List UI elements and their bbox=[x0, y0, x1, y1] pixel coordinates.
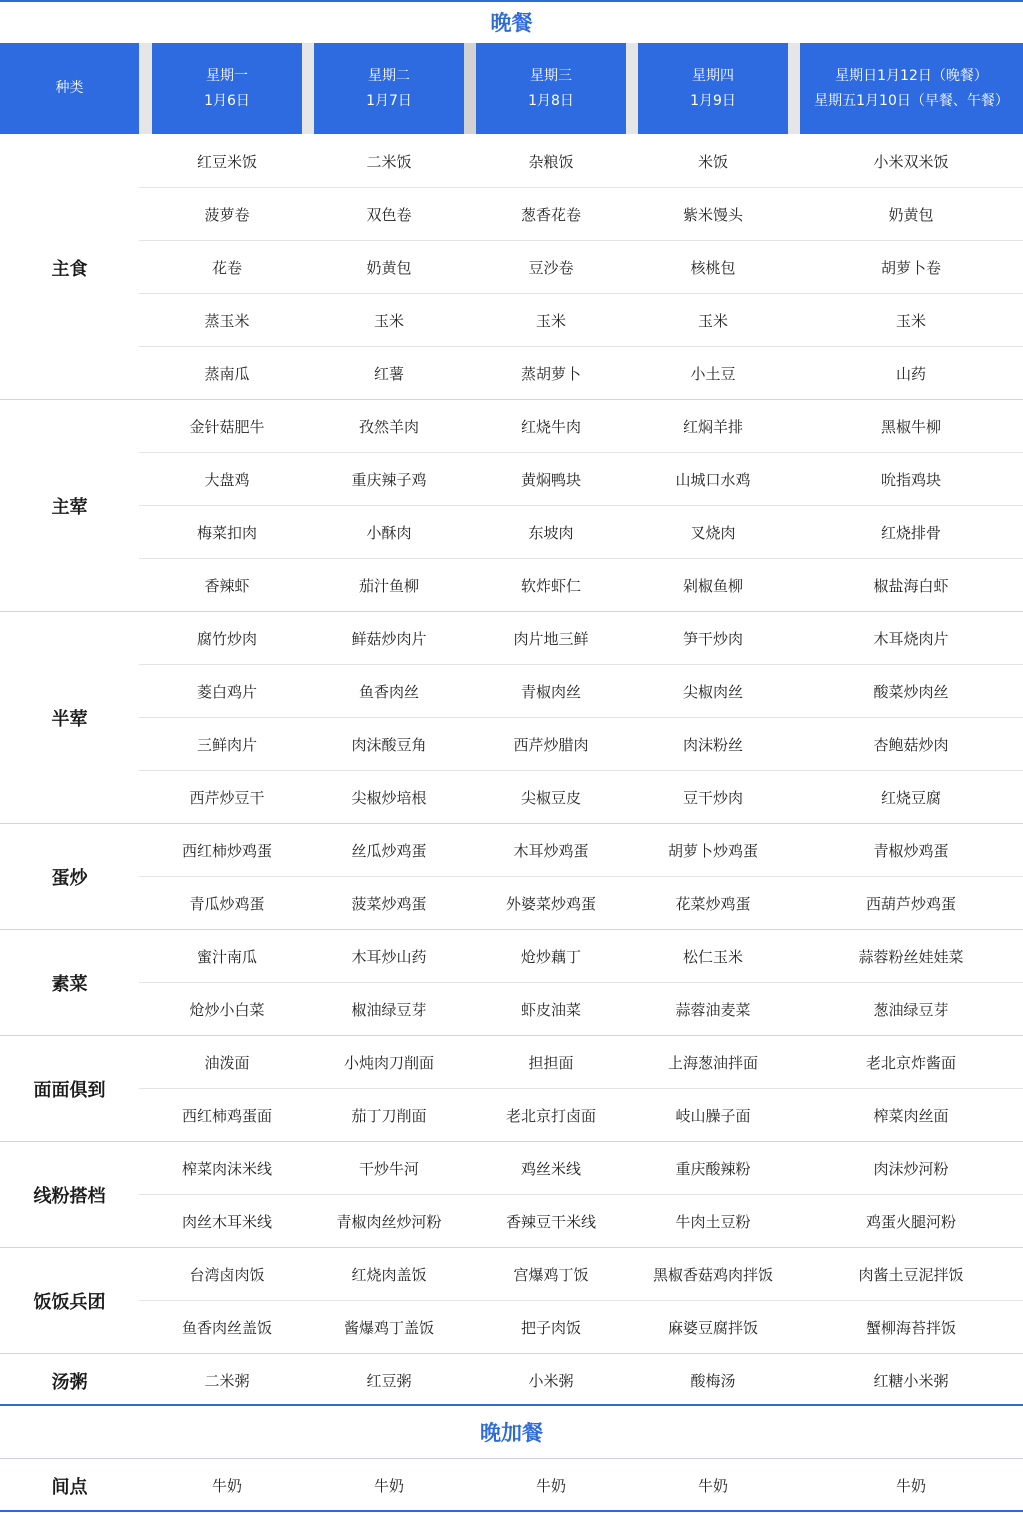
dish-cell: 榨菜肉丝面 bbox=[873, 1107, 949, 1125]
dinner-title: 晚餐 bbox=[490, 11, 533, 35]
header-separator bbox=[788, 43, 800, 134]
dish-cell: 牛奶 bbox=[373, 1477, 404, 1495]
dish-cell: 青瓜炒鸡蛋 bbox=[189, 895, 265, 913]
dish-cell: 台湾卤肉饭 bbox=[189, 1266, 265, 1284]
header-day-mon bbox=[152, 43, 302, 134]
dish-cell: 炝炒藕丁 bbox=[520, 948, 581, 966]
dish-cell: 二米粥 bbox=[204, 1372, 250, 1390]
dish-cell: 葱香花卷 bbox=[520, 206, 581, 224]
dish-cell: 菱白鸡片 bbox=[196, 683, 257, 701]
dish-cell: 岐山臊子面 bbox=[675, 1107, 751, 1125]
dish-cell: 茄汁鱼柳 bbox=[358, 577, 419, 595]
dish-cell: 蜜汁南瓜 bbox=[196, 948, 257, 966]
dish-cell: 双色卷 bbox=[366, 206, 412, 224]
dish-cell: 红豆米饭 bbox=[196, 153, 257, 171]
dish-cell: 三鲜肉片 bbox=[196, 736, 257, 754]
late-snack-title: 晚加餐 bbox=[480, 1421, 543, 1445]
group-label: 蛋炒 bbox=[51, 868, 88, 889]
dish-cell: 大盘鸡 bbox=[204, 471, 250, 489]
dish-cell: 软炸虾仁 bbox=[520, 577, 581, 595]
header-day-thu bbox=[638, 43, 788, 134]
dish-cell: 肉丝木耳米线 bbox=[181, 1213, 272, 1231]
dish-cell: 蒸胡萝卜 bbox=[520, 365, 581, 383]
header-day-line2: 1月9日 bbox=[690, 92, 736, 109]
group-label: 面面俱到 bbox=[33, 1080, 106, 1101]
dish-cell: 胡萝卜炒鸡蛋 bbox=[667, 842, 758, 860]
dish-cell: 宫爆鸡丁饭 bbox=[513, 1266, 589, 1284]
dish-cell: 鸡蛋火腿河粉 bbox=[865, 1213, 956, 1231]
dish-cell: 小炖肉刀削面 bbox=[343, 1054, 434, 1072]
header-day-line2: 1月7日 bbox=[366, 92, 412, 109]
dish-cell: 花卷 bbox=[211, 259, 242, 277]
group-label: 主荤 bbox=[51, 497, 88, 518]
dish-cell: 黄焖鸭块 bbox=[520, 471, 581, 489]
dish-cell: 老北京打卤面 bbox=[505, 1107, 596, 1125]
dish-cell: 椒盐海白虾 bbox=[873, 577, 949, 595]
header-category bbox=[0, 43, 139, 134]
dish-cell: 山药 bbox=[895, 365, 926, 383]
dish-cell: 米饭 bbox=[697, 153, 728, 171]
dish-cell: 鱼香肉丝盖饭 bbox=[181, 1319, 272, 1337]
dish-cell: 蒜蓉油麦菜 bbox=[675, 1001, 751, 1019]
dish-cell: 炝炒小白菜 bbox=[189, 1001, 265, 1019]
dish-cell: 紫米馒头 bbox=[682, 206, 743, 224]
dish-cell: 西红柿炒鸡蛋 bbox=[181, 842, 272, 860]
dish-cell: 吮指鸡块 bbox=[880, 471, 941, 489]
dish-cell: 玉米 bbox=[895, 312, 926, 330]
dish-cell: 黑椒牛柳 bbox=[880, 418, 941, 436]
dish-cell: 西红柿鸡蛋面 bbox=[181, 1107, 272, 1125]
dish-cell: 尖椒炒培根 bbox=[351, 789, 427, 807]
dish-cell: 红烧牛肉 bbox=[520, 418, 581, 436]
header-day-wed bbox=[476, 43, 626, 134]
dish-cell: 核桃包 bbox=[690, 259, 736, 277]
dish-cell: 肉酱土豆泥拌饭 bbox=[858, 1266, 964, 1284]
dish-cell: 山城口水鸡 bbox=[675, 471, 751, 489]
header-separator bbox=[139, 43, 152, 134]
dish-cell: 榨菜肉沫米线 bbox=[181, 1160, 272, 1178]
dish-cell: 杏鲍菇炒肉 bbox=[873, 736, 949, 754]
dish-cell: 豆沙卷 bbox=[528, 259, 574, 277]
dish-cell: 红烧豆腐 bbox=[880, 789, 941, 807]
dish-cell: 杂粮饭 bbox=[528, 153, 574, 171]
dish-cell: 担担面 bbox=[528, 1054, 574, 1072]
dish-cell: 牛奶 bbox=[535, 1477, 566, 1495]
dish-cell: 鱼香肉丝 bbox=[358, 683, 419, 701]
dish-cell: 红薯 bbox=[373, 365, 404, 383]
dish-cell: 葱油绿豆芽 bbox=[873, 1001, 949, 1019]
header-day-line2: 星期五1月10日（早餐、午餐） bbox=[814, 92, 1009, 109]
dish-cell: 红糖小米粥 bbox=[873, 1372, 949, 1390]
dish-cell: 木耳炒鸡蛋 bbox=[513, 842, 589, 860]
dish-cell: 鸡丝米线 bbox=[520, 1160, 581, 1178]
dish-cell: 花菜炒鸡蛋 bbox=[675, 895, 751, 913]
dish-cell: 肉沫粉丝 bbox=[682, 736, 743, 754]
dish-cell: 外婆菜炒鸡蛋 bbox=[505, 895, 596, 913]
dish-cell: 剁椒鱼柳 bbox=[682, 577, 743, 595]
dish-cell: 豆干炒肉 bbox=[682, 789, 743, 807]
dish-cell: 奶黄包 bbox=[366, 259, 412, 277]
dish-cell: 西芹炒豆干 bbox=[189, 789, 265, 807]
header-day-line1: 星期日1月12日（晚餐） bbox=[835, 67, 988, 84]
dish-cell: 菠萝卷 bbox=[204, 206, 250, 224]
dish-cell: 木耳烧肉片 bbox=[873, 630, 949, 648]
dish-cell: 蟹柳海苔拌饭 bbox=[865, 1319, 956, 1337]
dish-cell: 干炒牛河 bbox=[358, 1160, 419, 1178]
dish-cell: 金针菇肥牛 bbox=[189, 418, 265, 436]
table-header bbox=[0, 43, 1023, 134]
header-separator bbox=[626, 43, 638, 134]
group-label: 间点 bbox=[51, 1476, 88, 1498]
dish-cell: 小酥肉 bbox=[366, 524, 412, 542]
dish-cell: 小米粥 bbox=[528, 1372, 574, 1390]
dish-cell: 笋干炒肉 bbox=[682, 630, 743, 648]
dish-cell: 小米双米饭 bbox=[873, 153, 949, 171]
dish-cell: 牛奶 bbox=[211, 1477, 242, 1495]
dish-cell: 二米饭 bbox=[366, 153, 412, 171]
group-label: 主食 bbox=[51, 258, 88, 280]
header-separator bbox=[302, 43, 314, 134]
dish-cell: 牛肉土豆粉 bbox=[675, 1213, 751, 1231]
dish-cell: 孜然羊肉 bbox=[358, 418, 419, 436]
dish-cell: 酱爆鸡丁盖饭 bbox=[343, 1319, 434, 1337]
dish-cell: 尖椒肉丝 bbox=[682, 683, 743, 701]
dish-cell: 红烧肉盖饭 bbox=[351, 1266, 427, 1284]
dish-cell: 油泼面 bbox=[204, 1054, 250, 1072]
dish-cell: 青椒肉丝炒河粉 bbox=[336, 1213, 442, 1231]
dish-cell: 红豆粥 bbox=[366, 1372, 412, 1390]
dish-cell: 黑椒香菇鸡肉拌饭 bbox=[652, 1266, 773, 1284]
dish-cell: 青椒炒鸡蛋 bbox=[873, 842, 949, 860]
dish-cell: 红烧排骨 bbox=[880, 524, 941, 542]
dish-cell: 蒸玉米 bbox=[204, 312, 250, 330]
dish-cell: 丝瓜炒鸡蛋 bbox=[351, 842, 427, 860]
bottom-border bbox=[0, 1510, 1023, 1512]
dish-cell: 西葫芦炒鸡蛋 bbox=[865, 895, 956, 913]
header-day-line1: 星期三 bbox=[530, 67, 572, 84]
dish-cell: 梅菜扣肉 bbox=[196, 524, 257, 542]
dish-cell: 菠菜炒鸡蛋 bbox=[351, 895, 427, 913]
group-label: 线粉搭档 bbox=[33, 1186, 106, 1207]
dish-cell: 玉米 bbox=[697, 312, 728, 330]
dish-cell: 把子肉饭 bbox=[520, 1319, 581, 1337]
header-day-line2: 1月8日 bbox=[528, 92, 574, 109]
dish-cell: 香辣虾 bbox=[204, 577, 250, 595]
dish-cell: 青椒肉丝 bbox=[520, 683, 581, 701]
dish-cell: 叉烧肉 bbox=[690, 524, 736, 542]
dish-cell: 重庆酸辣粉 bbox=[675, 1160, 751, 1178]
dish-cell: 蒸南瓜 bbox=[204, 365, 250, 383]
dish-cell: 蒜蓉粉丝娃娃菜 bbox=[858, 948, 964, 966]
dish-cell: 尖椒豆皮 bbox=[520, 789, 581, 807]
dish-cell: 东坡肉 bbox=[528, 524, 574, 542]
dish-cell: 老北京炸酱面 bbox=[865, 1054, 956, 1072]
group-label: 半荤 bbox=[51, 709, 88, 730]
dish-cell: 酸菜炒肉丝 bbox=[873, 683, 949, 701]
dish-cell: 木耳炒山药 bbox=[351, 948, 427, 966]
dish-cell: 玉米 bbox=[373, 312, 404, 330]
dish-cell: 麻婆豆腐拌饭 bbox=[667, 1319, 758, 1337]
dish-cell: 茄丁刀削面 bbox=[351, 1107, 427, 1125]
dish-cell: 上海葱油拌面 bbox=[667, 1054, 758, 1072]
dish-cell: 西芹炒腊肉 bbox=[513, 736, 589, 754]
dish-cell: 牛奶 bbox=[895, 1477, 926, 1495]
dish-cell: 重庆辣子鸡 bbox=[351, 471, 427, 489]
dish-cell: 胡萝卜卷 bbox=[880, 259, 941, 277]
dish-cell: 椒油绿豆芽 bbox=[351, 1001, 427, 1019]
dish-cell: 松仁玉米 bbox=[682, 948, 743, 966]
dish-cell: 红焖羊排 bbox=[682, 418, 743, 436]
group-label: 素菜 bbox=[51, 974, 88, 995]
header-day-tue bbox=[314, 43, 464, 134]
header-separator bbox=[464, 43, 476, 134]
dish-cell: 玉米 bbox=[535, 312, 566, 330]
dish-cell: 奶黄包 bbox=[888, 206, 934, 224]
dish-cell: 肉沫酸豆角 bbox=[351, 736, 427, 754]
header-day-line1: 星期一 bbox=[206, 67, 248, 84]
dish-cell: 酸梅汤 bbox=[690, 1372, 736, 1390]
header-day-line1: 星期二 bbox=[368, 67, 410, 84]
dish-cell: 肉沫炒河粉 bbox=[873, 1160, 949, 1178]
dish-cell: 肉片地三鲜 bbox=[513, 630, 589, 648]
dish-cell: 鲜菇炒肉片 bbox=[351, 630, 427, 648]
dish-cell: 腐竹炒肉 bbox=[196, 630, 257, 648]
header-category-label: 种类 bbox=[55, 80, 84, 96]
header-day-line2: 1月6日 bbox=[204, 92, 250, 109]
dish-cell: 牛奶 bbox=[697, 1477, 728, 1495]
header-day-fri-sun bbox=[800, 43, 1023, 134]
dish-cell: 小土豆 bbox=[690, 365, 736, 383]
group-label: 汤粥 bbox=[51, 1371, 88, 1393]
dish-cell: 虾皮油菜 bbox=[520, 1001, 581, 1019]
group-label: 饭饭兵团 bbox=[33, 1292, 106, 1313]
dish-cell: 香辣豆干米线 bbox=[505, 1213, 596, 1231]
header-day-line1: 星期四 bbox=[692, 67, 734, 84]
